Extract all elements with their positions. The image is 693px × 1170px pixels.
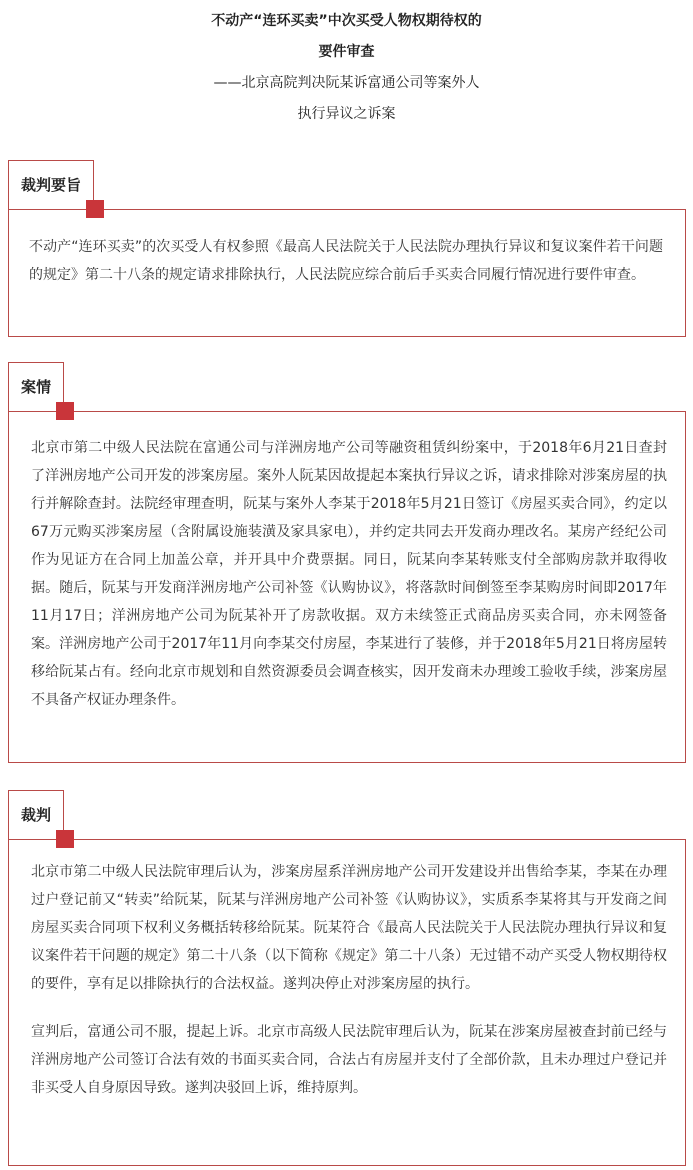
corner-square-icon: [86, 200, 104, 218]
paragraph: 北京市第二中级人民法院在富通公司与洋洲房地产公司等融资租赁纠纷案中，于2018年6月21日查封了洋洲房地产公司开发的涉案房屋。案外人阮某因故提起本案执行异议之诉，请求排除对涉案房屋的执行并解除查封。法院经审理查明，阮某与案外人李某于2018年5月21日签订《房屋买卖合同》，约定以67万元购买涉案房屋（含附属设施装潢及家具家电），并约定共同去开发商办理改名。某房产经纪公司作为见证方在合同上加盖公章，并开具中介费票据。同日，阮某向李某转账支付全部购房款并取得收据。随后，阮某与开发商洋洲房地产公司补签《认购协议》，将落款时间倒签至李某购房时间即2017年11月17日；洋洲房地产公司为阮某补开了房款收据。双方未续签正式商品房买卖合同，亦未网签备案。洋洲房地产公司于2017年11月向李某交付房屋，李某进行了装修，并于2018年5月21日将房屋转移给阮某占有。经向北京市规划和自然资源委员会调查核实，因开发商未办理竣工验收手续，涉案房屋不具备产权证办理条件。: [31, 440, 667, 708]
subtitle-line-1: ——北京高院判决阮某诉富通公司等案外人: [213, 75, 480, 91]
section-box: [8, 839, 686, 1166]
article-title: [0, 0, 693, 130]
paragraph: 宣判后，富通公司不服，提起上诉。北京市高级人民法院审理后认为，阮某在涉案房屋被查封前已经与洋洲房地产公司签订合法有效的书面买卖合同，合法占有房屋并支付了全部价款，且未办理过户登记并非买受人自身原因导致。遂判决驳回上诉，维持原判。: [31, 1024, 667, 1096]
paragraph: 不动产“连环买卖”的次买受人有权参照《最高人民法院关于人民法院办理执行异议和复议案件若干问题的规定》第二十八条的规定请求排除执行，人民法院应综合前后手买卖合同履行情况进行要件审查。: [29, 239, 663, 283]
section-case-facts: [8, 362, 686, 764]
corner-square-icon: [56, 402, 74, 420]
section-label-text: 案情: [21, 378, 52, 396]
section-ruling-gist: [8, 160, 686, 338]
section-label: [8, 362, 64, 412]
section-label-text: 裁判要旨: [21, 176, 82, 194]
section-label: [8, 160, 94, 210]
title-line-2: 要件审查: [318, 44, 375, 60]
section-box: [8, 411, 686, 763]
subtitle-line-2: 执行异议之诉案: [297, 106, 396, 122]
corner-square-icon: [56, 830, 74, 848]
title-line-1: 不动产“连环买卖”中次买受人物权期待权的: [211, 13, 482, 29]
section-label: [8, 790, 64, 840]
section-judgment: [8, 790, 686, 1168]
section-label-text: 裁判: [21, 806, 52, 824]
section-box: [8, 209, 686, 337]
paragraph: 北京市第二中级人民法院审理后认为，涉案房屋系洋洲房地产公司开发建设并出售给李某，李某在办理过户登记前又“转卖”给阮某，阮某与洋洲房地产公司补签《认购协议》，实质系李某将其与开发商之间房屋买卖合同项下权利义务概括转移给阮某。阮某符合《最高人民法院关于人民法院办理执行异议和复议案件若干问题的规定》第二十八条（以下简称《规定》第二十八条）无过错不动产买受人物权期待权的要件，享有足以排除执行的合法权益。遂判决停止对涉案房屋的执行。: [31, 864, 667, 992]
